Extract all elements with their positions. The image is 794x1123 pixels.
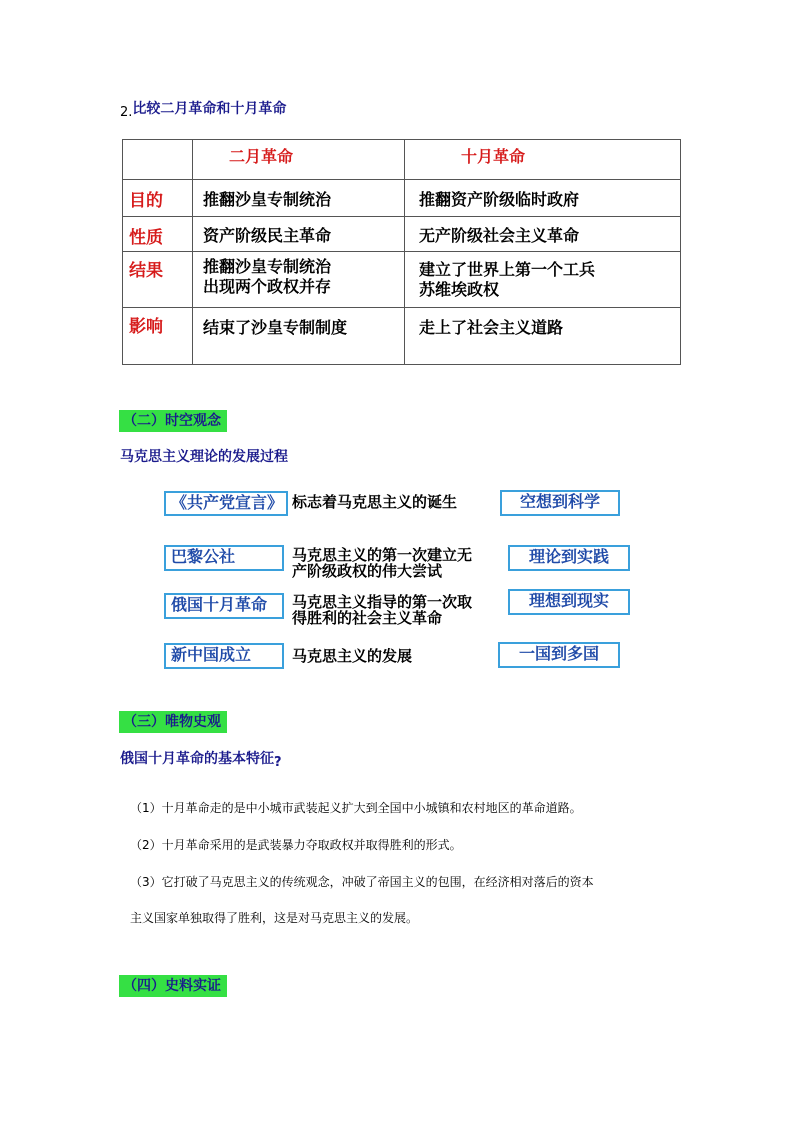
table-row [123, 308, 681, 365]
row-label: 影响 [129, 317, 163, 337]
section-title-text: 比较二月革命和十月革命 [132, 101, 287, 117]
section-2-title [120, 98, 286, 118]
stage-box: 一国到多国 [498, 642, 620, 668]
stage-box: 理想到现实 [508, 589, 630, 615]
row-label: 性质 [129, 228, 163, 248]
table-corner-cell [123, 140, 193, 180]
stage-box: 空想到科学 [500, 490, 620, 516]
row-label-cell [123, 217, 193, 252]
february-cell: 推翻沙皇专制统治 [193, 180, 405, 217]
question-october-features: 俄国十月革命的基本特征? [120, 751, 282, 770]
characteristic-3: （3）它打破了马克思主义的传统观念，冲破了帝国主义的包围，在经济相对落后的资本 [130, 875, 594, 889]
row-label: 结果 [129, 261, 163, 281]
october-cell: 建立了世界上第一个工兵 苏维埃政权 [405, 252, 681, 308]
row-label-cell [123, 308, 193, 365]
subheading-marxism-development: 马克思主义理论的发展过程 [120, 449, 288, 465]
february-cell: 结束了沙皇专制制度 [193, 308, 405, 365]
event-box: 《共产党宣言》 [164, 491, 288, 516]
february-cell: 推翻沙皇专制统治 出现两个政权并存 [193, 252, 405, 308]
table-row [123, 252, 681, 308]
characteristic-1: （1）十月革命走的是中小城市武装起义扩大到全国中小城镇和农村地区的革命道路。 [130, 801, 582, 815]
event-box: 巴黎公社 [164, 545, 284, 571]
heading-spacetime: （二）时空观念 [119, 410, 227, 432]
event-description: 标志着马克思主义的诞生 [292, 493, 458, 511]
table-header-row [123, 140, 681, 180]
october-cell: 推翻资产阶级临时政府 [405, 180, 681, 217]
characteristic-2: （2）十月革命采用的是武装暴力夺取政权并取得胜利的形式。 [130, 838, 462, 852]
heading-materialism: （三）唯物史观 [119, 711, 227, 733]
revolution-comparison-table [122, 139, 681, 365]
table-row [123, 217, 681, 252]
february-cell: 资产阶级民主革命 [193, 217, 405, 252]
event-description: 马克思主义的发展 [292, 647, 413, 665]
table-row [123, 180, 681, 217]
event-box: 俄国十月革命 [164, 593, 284, 619]
characteristic-3-continued: 主义国家单独取得了胜利，这是对马克思主义的发展。 [130, 911, 419, 925]
october-cell: 走上了社会主义道路 [405, 308, 681, 365]
event-box: 新中国成立 [164, 643, 284, 669]
header-february: 二月革命 [193, 140, 405, 180]
row-label: 目的 [129, 191, 163, 211]
october-cell: 无产阶级社会主义革命 [405, 217, 681, 252]
row-label-cell [123, 252, 193, 308]
event-description: 马克思主义的第一次建立无 产阶级政权的伟大尝试 [292, 546, 473, 580]
heading-evidence: （四）史料实证 [119, 975, 227, 997]
stage-box: 理论到实践 [508, 545, 630, 571]
header-october: 十月革命 [405, 140, 681, 180]
section-number: 2. [120, 105, 133, 120]
event-description: 马克思主义指导的第一次取 得胜利的社会主义革命 [292, 593, 473, 627]
row-label-cell [123, 180, 193, 217]
